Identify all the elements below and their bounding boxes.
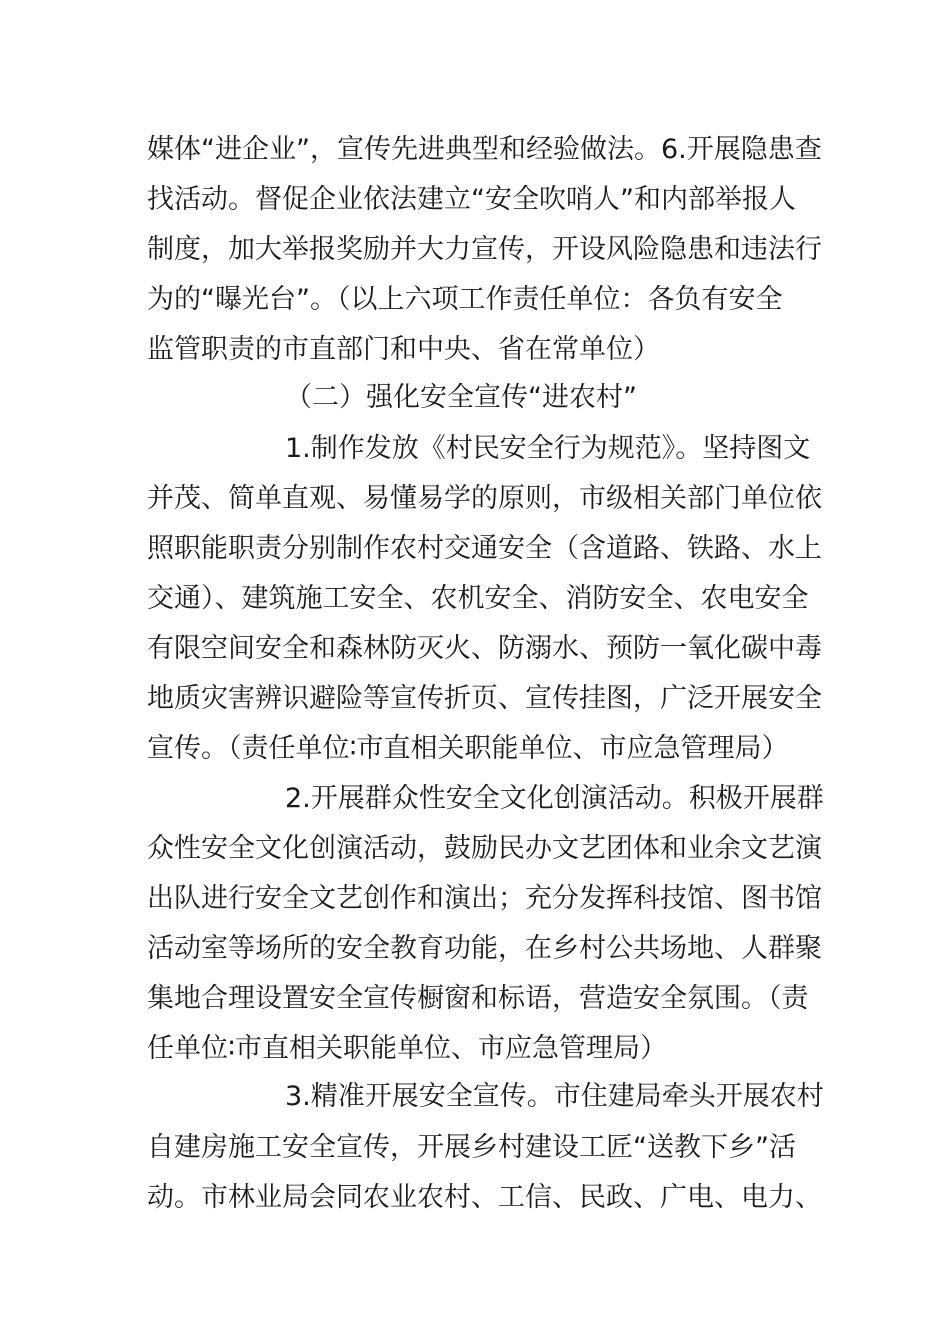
body-line-16: 出队进行安全文艺创作和演出；充分发挥科技馆、图书馆 <box>147 883 822 914</box>
body-line-4: 为的“曝光台”。（以上六项工作责任单位：各负有安全 <box>147 284 783 315</box>
body-line-2: 找活动。督促企业依法建立“安全吹哨人”和内部举报人 <box>147 184 796 215</box>
body-line-9: 照职能职责分别制作农村交通安全（含道路、铁路、水上 <box>147 533 822 564</box>
section-heading: （二）强化安全宣传“进农村” <box>285 382 637 413</box>
body-line-8: 并茂、简单直观、易懂易学的原则，市级相关部门单位依 <box>147 483 822 514</box>
body-line-18: 集地合理设置安全宣传橱窗和标语，营造安全氛围。（责 <box>147 983 809 1014</box>
paragraph-2-first-line: 2.开展群众性安全文化创演活动。积极开展群 <box>285 783 824 814</box>
body-line-1: 媒体“进企业”，宣传先进典型和经验做法。6.开展隐患查 <box>147 134 822 165</box>
body-line-21: 自建房施工安全宣传，开展乡村建设工匠“送教下乡”活 <box>147 1132 796 1163</box>
body-line-17: 活动室等场所的安全教育功能，在乡村公共场地、人群聚 <box>147 933 822 964</box>
body-line-19: 任单位∶市直相关职能单位、市应急管理局） <box>147 1033 668 1064</box>
body-line-5: 监管职责的市直部门和中央、省在常单位） <box>147 334 660 365</box>
paragraph-3-first-line: 3.精准开展安全宣传。市住建局牵头开展农村 <box>285 1081 824 1112</box>
body-line-10: 交通）、建筑施工安全、农机安全、消防安全、农电安全 <box>147 583 809 614</box>
body-line-11: 有限空间安全和森林防灭火、防溺水、预防一氧化碳中毒 <box>147 633 822 664</box>
paragraph-1-first-line: 1.制作发放《村民安全行为规范》。坚持图文 <box>285 433 811 464</box>
body-line-13: 宣传。（责任单位∶市直相关职能单位、市应急管理局） <box>147 733 789 764</box>
body-line-15: 众性安全文化创演活动，鼓励民办文艺团体和业余文艺演 <box>147 833 822 864</box>
body-line-12: 地质灾害辨识避险等宣传折页、宣传挂图，广泛开展安全 <box>147 683 822 714</box>
body-line-3: 制度，加大举报奖励并大力宣传，开设风险隐患和违法行 <box>147 234 822 265</box>
body-line-22: 动。市林业局会同农业农村、工信、民政、广电、电力、 <box>147 1182 822 1213</box>
